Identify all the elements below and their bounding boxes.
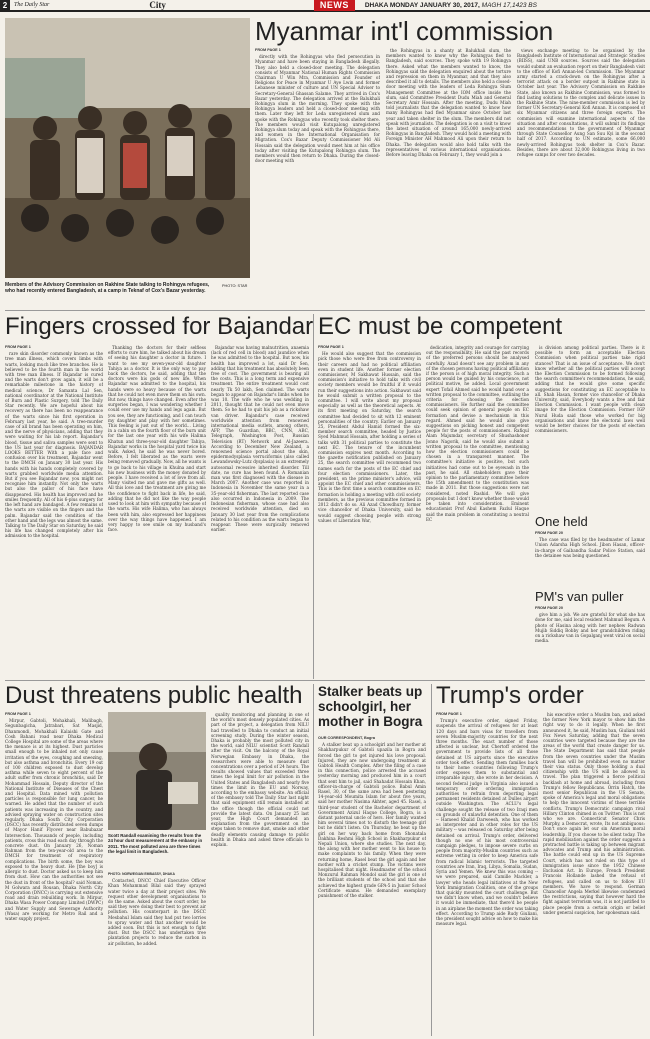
dust-col1: FROM PAGE 1 Mirpur, Gabtoli, Mohakhali, Malibagh, Segunbagicha, Jatrabari, Sat Masjid, Dhanmondi, Mohakhali Kalaishi Gate and Cosh Bahani road near Dhaka Medical College Hospital are some of the areas where the menace is at its highest. Dust particles small enough to be inhaled not only cause irritation of the eyes, coughing and sneezing, but also asthma and bronchitis. Every 19 out of 100 children exposed to dust develop asthma while seven to eight percent of the adult suffer from chronic bronchitis, said Dr Mohammad Hossain, Deputy director of the National Institute of Diseases of the Chest and Hospital. Data mined with pollution particles is responsible for lung cancer, he warned. He added that the number of such patients was increasing in the country, and advised spraying water on construction sites regularly. Dhaka South City Corporation (DSCC) has recently distributed seven dumps of Mayor Hanif Flyover near Babubazar Intersection. Thousands of people, including patients, cross this road each day through the concrete dust. On January 26, Noman Rahman from the ten-year-old area to the DMCH for treatment of respiratory complications. The birth some, the boy was exposed to the heavy dust. He [the boy] is allergic to dust. Doctor asked us to keep him from dust. How can the authorities not see the dust in front of the hospital? said Noman. M Golwara and Rousan, Dhaka North City Corporation (DNCC) is carrying out extensive road and drain rebuilding work. In Mirpur, Dhaka Wasa Power Company Limited (DWPC) and Water Supply and Sewerage Authority (Wasa) are working for Metro Rail and a water supply project. — [5, 712, 103, 921]
divider-2 — [5, 680, 645, 681]
trump-col1: FROM PAGE 1 Trump's executive order, signed Friday, suspends the arrival of refugees for at least 120 days and bars visas for travellers from seven Muslim-majority countries for the next three months. The exact number of those affected is unclear, but Chertoff ordered the government to provide lists of all those detained at US airports since the executive order took effect. Sending them families back to their home countries following Trump's order exposes them to substantial and irreparable injury, she wrote in her decision. A second federal judge in Virginia also issued a temporary order ordering immigration authorities to refrain from deporting legal permanent residents detained at Dulles airport outside Washington. The ACLU's legal challenge sought the release of two Iraqi men on grounds of unlawful detention. One of them -- Hameed Khalid Darweesh, who has worked as interpreter and in other roles for the US military -- was released on Saturday after being detained on arrival. Trump's order, delivered though no one of his most controversial campaign pledges, to impose severe curbs on people from majority-Muslim countries such as extreme vetting in order to keep America safe from radical Islamic terrorists. The targeted countries are Iran, Iraq, Libya, Somalia, Sudan, Syria and Yemen. We knew this was coming -- we were prepared, said Camille Mackler, a lawyer who heads legal initiatives at the New York Immigration Coalition, one of the groups that quickly mounted the court challenge. But we didn't know when, and we couldn't believe it would be immediate, that there'd be people in an airplane the moment the order was taking effect. According to Trump aide Rudy Giuliani, the president sought advice on how to make his measure legal. — [436, 712, 538, 927]
puller-headline: PM's van puller — [535, 589, 624, 604]
trump-col2: his executive order a Muslim ban, and asked the former New York mayor to show him the right way to do it legally. When he first announced it, he said, Muslim ban, Giuliani told Fox News Saturday, adding that the seven countries were targeted because they are the areas of the world that create danger for us. The State Department has said that people from the seven countries under the Muslim travel ban will be prohibited even no matter their visa status. Only those holding a dual citizenship with the US will be allowed in travel. The plan triggered a fierce political backlash at home and abroad, including from Trump's fellow Republicans. Orrin Hatch, the most senior Republican in the US Senate, spoke of America's legal and moral obligations to help the innocent victims of these terrible conflicts. Trump's Democratic campaign rival Hillary Clinton chimed in on Twitter: This is not who we are. Connecticut Senator Chris Murphy, a Democrat, wrote, Its not ambiguous: Don't once again let our sin American moral leadership. If you choose to be silent today. The rapid mobilisation against the order suggests a protracted battle is taking up between migrant advocates and Trump and his administration. The battle could end up in the US Supreme Court, which has not ruled on this type of immigration issue since the 1952 Chinese Exclusion Act. In Europe, French President Francois Hollande lashed the refusal of refugees, and called on us to follow EU members. We have to respond. German Chancellor Angela Merkel likewise condemned the restrictions, saying that however hard the fight against terrorism was, it is not justified to place people from a certain origin or belief under general suspicion, her spokesman said. — [543, 712, 645, 915]
trump-headline: Trump's order — [436, 682, 584, 709]
divider-vertical-2 — [313, 684, 314, 1036]
one-held-body: FROM PAGE 20 The case was filed by the headmaster of Lamar Union Adarsha High School. Jibon Hasan, officer-in-charge of Gaibandha Sadar Police Station, said the detainee was being questioned. — [535, 531, 645, 558]
ec-col2: dedication, integrity and courage for carrying out the responsibility. He said the past records of the preferred persons should be analysed carefully. Azad doesn't see any problem in any of the chosen persons having political affiliation if the person is of high moral integrity. Such a person would be guided by his conscience, not political motive, he added. Local government expert Tofail Ahmed said he would hand over a written proposal to the committee, outlining the criteria for choosing the election commissioners. He further said the committee could seek opinion of general people on EC formation and devise a mechanism in this regard. Ahmed said he would also give suggestions on picking honest and competent people for the posts of commissioners. Rafiqul Alam Majumdar, secretary of Shushashoner Jonno Nagorik, said he would also submit a written proposal to the committee, mentioning how the election commissioners could be chosen in a transparent manner. The committee's initiative is positive, but such initiatives had come out to be eyewash in the past, he said. All stakeholders gave their opinion to the parliamentary committee before the 15th amendment to the constitution was made in 2011. But those suggestions were not considered, noted Rashid. We will give proposals but I don't know whether those would be taken into consideration. Eminent educationist Prof Abul Kashem Fazlul Haque said the main problem in constituting a neutral EC — [426, 345, 529, 522]
dust-caption: Scott Randall examining the results from the 24 hour dust measurement at the embassy in 2011. The most polluted area are three times the legal limit in Bangladesh. — [108, 833, 203, 855]
ec-col1: FROM PAGE 1 He would also suggest that the commission pick those who were free from controversy in their careers and had no political affiliation even in student life. Another former election commissioner, M Sakhawat Hussain, said the commission's initiative to hold talks with civil society members would be fruitful if it would run their suggestions into action. Sakhawat said he would submit a written proposal to the committee. I will write about my proposal especially as well as the theoretical aspects. At its first meeting on Saturday, the search committee had decided to sit with 12 eminent personalities of the country. Earlier on January 25, President Abdul Hamid formed the six-member search committee, headed by Justice Syed Mahmud Hossain, after holding a series of talks with 31 political parties to constitute the next EC. The tenure of the incumbent commission expires next month. According to the gazette notification published on January 25, the search committee will recommend two names each for the posts of the EC chief and four election commissioners. Later, the president, on the prime minister's advice, will appoint the EC chief and other commissioners. This is the first time a search committee on EC formation is holding a meeting with civil society members, as the previous committee formed in 2012 didn't do so. Ali Azad Chowdhury, former vice chancellor of Dhaka University, said he would suggest choosing people with strong values of Liberation War, — [318, 345, 421, 523]
page-number: 2 — [0, 0, 10, 11]
puller-body: FROM PAGE 20 give him a job. We are grateful for what she has done for me, said local resident Mahmud Begum. A photo of Hasina along with her nephew Radwan Mujib Siddiq Bobby and her grandchildren riding on a rickshaw van in Gopalganj went viral on social media. — [535, 606, 645, 644]
ec-col3: is division among political parties. There is it possible to form an acceptable Election Commission when political parties take rigid stances? That is an issue of acceptance. We don't know whether all the political parties will accept the Election Commission to be formed following the search committee's recommendations, he said, adding that he would give some specific suggestions for constituting an EC acceptable to all. Shah Hasan, former vice chancellor of Dhaka University, said, Everybody wants a free and fair Election Commission. I want people with clean image for the Election Commission. Former IGP Nurul Huda said those who worked for big organisations and know the electoral laws well would be better choices for the posts of election commissioners. — [535, 345, 645, 434]
myanmar-photo — [5, 18, 250, 278]
myanmar-col3: views exchange meeting to be organised by the Bangladesh Institute of International and Strategic Studies (BIISS), said UNB sources. Sources said the delegation would submit an evaluation report on their Bangladesh visit to the office of Kofi Annan-led Commission. The Myanmar army started a crack-down on the Rohingyas after a terrorist attack on a border outpost in Rakhine state in October last year. The Advisory Commission on Rakhine State, also known as Rakhine Commission, was formed to find lasting solutions to the complex and delicate issues in the Rakhine State. The nine-member commission is led by former UN Secretary-General Kofi Annan. It is composed of six Myanmar citizens and three foreign experts. The commission will examine international aspects of the situation and after consultations, it will submit its findings and recommendations to the government of Myanmar through State Counsellor Aung San Suu Kyi in the second half of 2017. According to UN estimate, some 66,000 newly-arrived Rohingyas took shelter in Cox's Bazar. Besides, there are about 32,000 Rohingyas living in two refugee camps for over two decades. — [517, 48, 645, 158]
myanmar-col1: FROM PAGE 1 directly with the Rohingyas who fled persecution in Myanmar and have been staying in Bangladesh illegally. They also held a closed-door meeting. The delegation consists of Myanmar National Human Rights Commission Chairman U Win Mra, Commission and Founder of Religions for Peace in Myanmar U Aye Lwin and former Lebanese minister of culture and UN Special Adviser to Secretary-General Ghassan Salame. They arrived in Cox's Bazar yesterday. The delegation arrived at the Balukhali Rohingya slum in the morning. They spoke with the Rohingya leaders and held a closed-door meeting with them. Later they left for Leda unregistered slum and spoke with the Rohingyas who recently took shelter there. The members would visit Kutupalong unregistered Rohingya slum today and speak with the Rohingyas there, and women in the International Organisation for Migration. Cox's Bazar Deputy Commissioner Md Ali Hossain said the delegation would meet him at his office today after visiting the Kutupalong Rohingya slum. The members would then return to Dhaka. During the closed-door meeting with — [255, 48, 380, 164]
dust-photo-image — [108, 712, 206, 830]
page-header — [0, 0, 650, 12]
one-held-headline: One held — [535, 514, 588, 529]
bajandar-headline: Fingers crossed for Bajandar — [5, 313, 314, 340]
myanmar-photo-image — [5, 18, 250, 278]
myanmar-caption: Members of the Advisory Commission on Rakhine State talking to Rohingya refugees, who had recently entered Bangladesh, at a camp in Teknaf of Cox's Bazar yesterday. — [5, 282, 210, 294]
bajandar-col2: Thanking the doctors for their selfless efforts to cure him, he talked about his dream of seeing his daughter a doctor in future. I want to see my seven-year-old daughter Tahiya as a doctor. It is the only way to pay back the doctors, he said, adding that the doctors were his gods of new life. When Bajandar was admitted to the hospital, his hands were so heavy because of the warts that he could not even move them on his own. But now, things have changed. Even after the surgeries began, I was wondering whether I could ever use my hands and legs again. But you see, they are functioning, and I can touch my daughter and play with her sometimes. This feeling is just out of the world... Living in a cabin on the fourth floor of the burn unit for the last one year with his wife Halima Khatun and three-year-old daughter Tahiya, Bajandar works in the hospital yard twice his walk. Asked, he said he was never bored. Before, I felt liberated as the warts were being removed gradually. Now, all he wants is to go back to his village in Khulna and start his new business with the money donated by people. I have received a lot of love from all. Many visited me and gave me gifts as well. All this love and the treatment are giving me the confidence to fight back in life, he said, adding that he did not like the way people used to look at him with sympathy because of the warts. His wife Halima, who has always been with him, also expressed her happiness over the way things have happened. I am very happy to see smile on my husband's face. — [108, 345, 206, 533]
myanmar-credit: PHOTO: STAR — [222, 284, 248, 288]
stalker-body: OUR CORRESPONDENT, Bogra A stalker beat up a schoolgirl and her mother at Shakharpukur of Gabtoli upazila in Bogra and forced the girl to get injured his love proposal. Injured, they are now undergoing treatment at Gabtoli Health Complex. After the filing of a case in this connection, police arrested the accused yesterday morning and produced him in a court that sent him to jail, said Shahadat Hossain Khan, officer-in-charge of Gabtoli police. Babul Amin Rasel, 30, of the same area had been pestering 14-year-old Moumita Islam for about five years, said her mother Nasima Akhter, aged 45. Rasel, a third-year student of the Bachelor department of Government Azizul Haque College, Bogra, is a distant paternal uncle of hers. Her family wanted him several times not to disturb the teenage girl but he didn't listen. On Thursday, he beat up the girl on her way back home from Shonatala Dakhina Reshmi High School in Shakharpukur of Nepali Union, where she studies. The next day, the along with her mother went to his house to make complaints to his family. When they were returning home, Rasel beat the girl again and her mother with a cricket stump. The victims were hospitalised that night. Headmaster of the school Monzurul Rahman Mondol said the girl is one of the brilliant students of the school and that she achieved the highest grade GPA-5 in Junior School Certificate exams. He demanded exemplary punishment of the stalker. — [318, 736, 426, 899]
divider-1 — [5, 310, 645, 311]
dust-photo — [108, 712, 206, 830]
bajandar-col1: FROM PAGE 1 rare skin disorder commonly known as the tree man illness, which covers limbs with warts, looking much like tree branches. He is believed to be the fourth man in the world with tree man illness. If Bajandar is cured and the warts don't grow again, it will be a remarkable milestone in the history of medical science, Dr Samanta Lal Sen, national coordinator at the National Institute of Burn and Plastic Surgery, told The Daily Star recently. We are hopeful about his recovery as there has been no reappearance of the warts since his first operation in February last year, he said. A tree-murder case of all brand has been operating on him, and the nerve of physicians, adding that they were waiting for his lab report. Bajandar's blood, tissue and saliva samples were sent to the US last year for diagnosis. BAJANDAR LOOKS BETTER With a pale face and confusion over his treatment, Bajandar went to the DMCH on January 30 last year. His hands with his hands completely covered by warts grabbed worldwide media attention. But if you see Bajandar now, you might not recognise him instantly. Not only the warts but also the pallor of his face have disappeared. His health has improved and he smiles frequently. All of his 6-plus surgery for the left hand are bandaged. A few remains of the warts are visible on the fingers and the palm. Bajandar said the condition of the other hand and the legs was almost the same. Talking to The Daily Star on Saturday, he said his life has changed completely after his admission to the hospital. — [5, 345, 103, 539]
paper-name: The Daily Star — [14, 2, 50, 8]
dust-col2: quality monitoring and planning in one of the world's most densely populated cities. As part of the project, a delegation from NILU had travelled to Dhaka to conduct an initial screening study. During the winter season, Dhaka is probably the most polluted city in the world, said NILU scientist Scott Randall after the visit. On the balcony of the Royal Norwegian Embassy in Dhaka, the researchers were able to measure dust concentrations over a period of 24 hours. The results showed values that exceeded three times the legal limit for air pollution in the United States and Bangladesh and nearly five times the limit in the EU and Norway, according to the embassy website. An official of the embassy told The Daily Star last night that said equipment still remain installed at the office though the official could not provide the latest data. On January 25 last year, the High Court demanded an explanation from the government on the steps taken to remove dust, smoke and other deadly elements causing damage to public health in Dhaka and asked three officials to explain. — [211, 712, 309, 848]
dust-headline: Dust threatens public health — [5, 682, 303, 709]
divider-vertical — [313, 314, 314, 679]
news-label: NEWS — [314, 0, 355, 11]
ec-headline: EC must be competent — [318, 313, 563, 340]
divider-vertical-3 — [431, 684, 432, 1036]
myanmar-col2: the Rohingyas in a shanty at Balukhali slum, the members wanted to know why the Rohingyas fled to Bangladesh, said sources. They spoke with 19 Rohingya there. Asked what the members wanted to know, the Rohingyas said the delegation enquired about the torture and repression on them in Myanmar, and that they also described it all to details. The members also held a closed-door meeting with the leaders of Leda Rohingya Slum Management Committee at the IOM office inside the slum, said Committee President Dudu Miah and General Secretary Amir Hossain. After the meeting, Dudu Miah told journalists that the delegation wanted to know how many Rohingyas had fled Myanmar since October last year and taken shelter in the slum. The members did not speak with journalists. The delegation is on a visit to know the latest situation of around 165,000 newly-arrived Rohingyas in Bangladesh. They would hold a meeting with Foreign Minister AH Mahmood Ali upon their return to Dhaka. The delegation would also hold talks with the representatives of various international organisations. Before leaving Dhaka on February 1, they would join a — [386, 48, 511, 158]
dateline: DHAKA MONDAY JANUARY 30, 2017, MAGH 17,1423 BS — [364, 1, 537, 9]
bajandar-col3: Bajandar was having malnutrition, anaemia (lack of red cell in blood) and jaundice when he was admitted to the hospital. But now, his health has improved a lot, said Dr Sen, adding that his treatment has absolutely been free of cost. The government is bearing all the costs. This is a long term and expensive treatment. The entire treatment would cost nearly Tk 50 lakh, Sen claimed. The warts began to appear on Bajandar's limbs when he was 10. The wife who he was wedding in 2011, thought that he could not even move them. So he had to quit his job as a rickshaw van driver. Bajandar's case received worldwide attention from renowned international media outlets, among others, AFP, The Guardian, BBC, CNN, ABC, Telegraph, Washington Post, Russian Television (RT) Network and Al-Jazeera. According to December New Zealand, a renowned science portal about the skin, epidermodysplasia verruciformis (also called Lewandowsky-Lutz dysplasia) is an extremely autosomal recessive inherited disorder. Till date, no cure has been found. A Romanian man was first diagnosed with the disease in March 2007. Another case was reported in Indonesia in November the same year in a 35-year-old fisherman. The last reported case also occurred in Indonesia in 2009. The Indonesian fisherman, whose case had also received worldwide attention, died on January 30 last year from the complications related to his condition as the warts began to reappear. These were surgically removed earlier. — [211, 345, 309, 533]
stalker-headline: Stalker beats up schoolgirl, her mother in Bogra — [318, 684, 423, 729]
dust-photo-credit: PHOTO: NORWEGIAN EMBASSY, DHAKA Contacted, DNCC Chief Executive Officer Khan Mohammad Bilal said they sprayed water twice a day at their project sites. We request other development organisations to do the same. Asked about the court order, he said they were doing their best to prevent air pollution. His counterpart in the DSCC Mesbahul Islam said they had put two lorries to spray water and that another would be added soon. But this is not enough to fight dust. But the DSCC has undertaken tree plantation projects to reduce the carbon in air pollution, he added. — [108, 872, 206, 946]
myanmar-headline: Myanmar int'l commission — [255, 16, 554, 46]
section-name: City — [149, 0, 166, 10]
